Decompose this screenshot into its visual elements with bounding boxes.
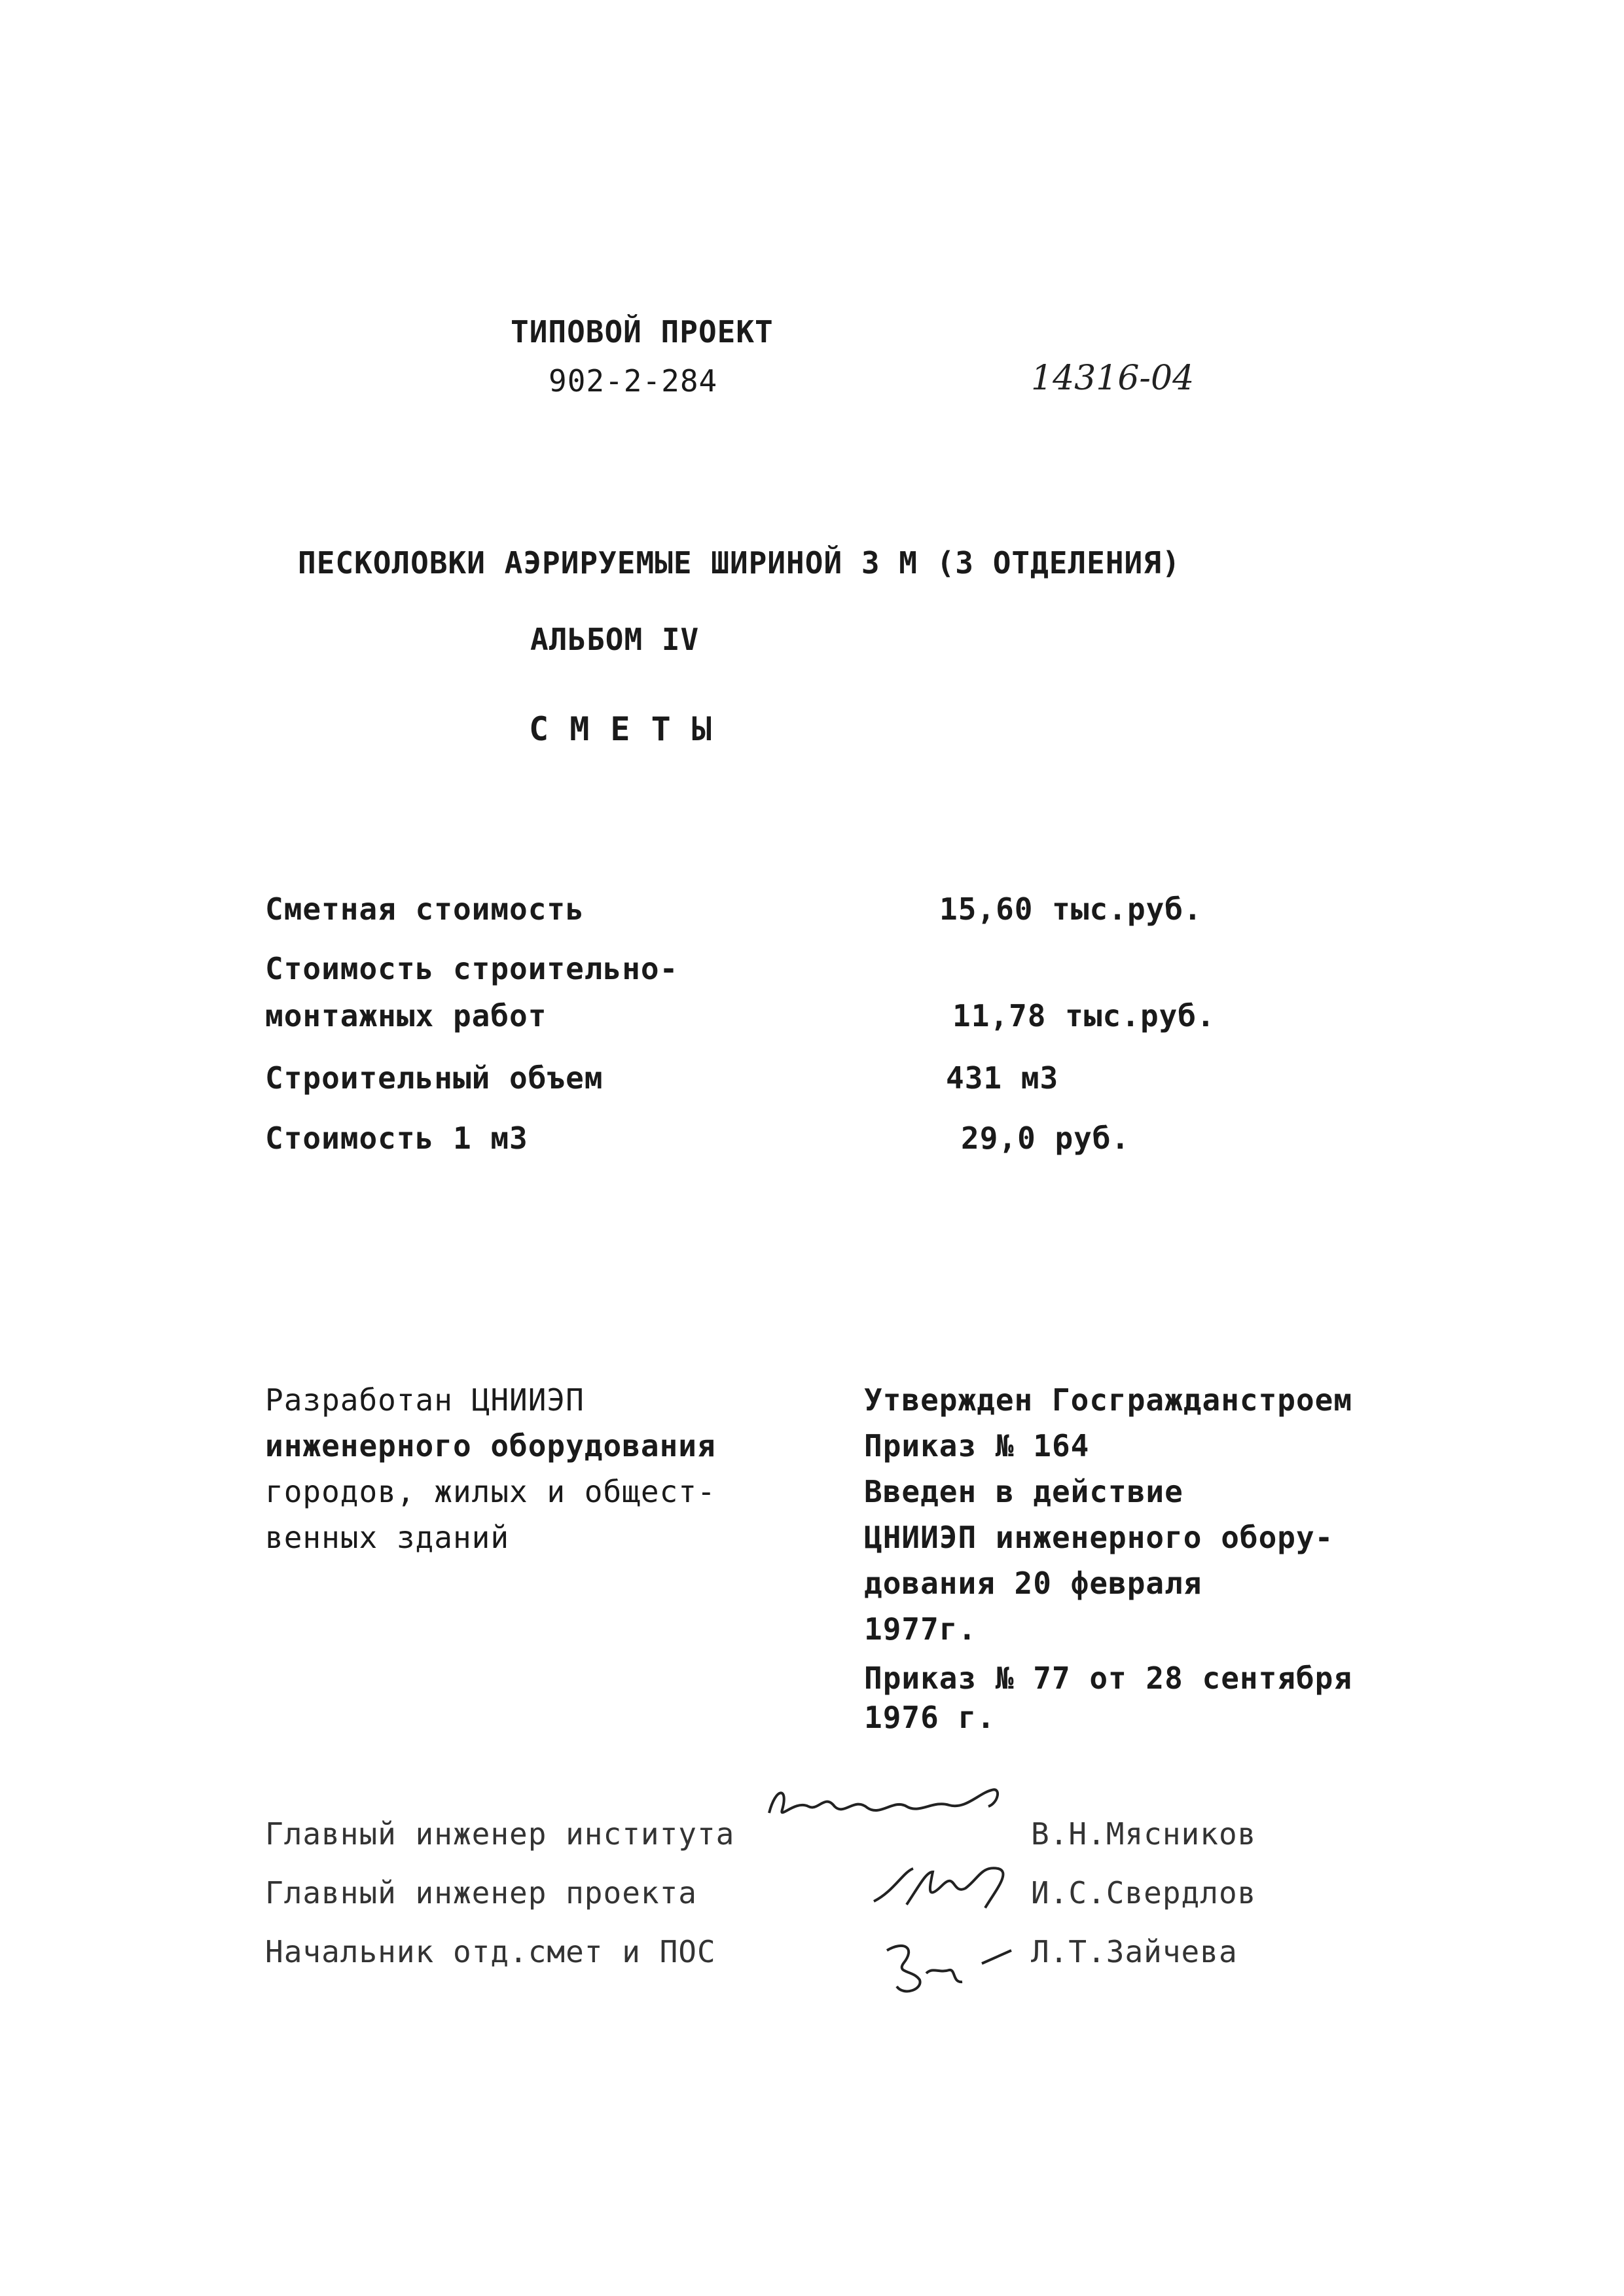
handwritten-signature <box>763 1774 1038 1833</box>
inventory-number: 14316-04 <box>1031 359 1195 398</box>
indicator-value: 29,0 руб. <box>961 1121 1130 1156</box>
signatory-position: Главный инженер проекта <box>265 1875 697 1910</box>
indicator-value: 11,78 тыс.руб. <box>952 998 1216 1033</box>
approval-line: Утвержден Госгражданстроем <box>864 1382 1353 1418</box>
signatory-name: В.Н.Мясников <box>1031 1816 1257 1852</box>
indicator-label: Сметная стоимость <box>265 891 585 927</box>
document-title: ПЕСКОЛОВКИ АЭРИРУЕМЫЕ ШИРИНОЙ 3 М (3 ОТДЕЛЕНИЯ) <box>298 545 1181 581</box>
developer-line: инженерного оборудования <box>265 1428 716 1463</box>
handwritten-signature <box>877 1924 1028 2003</box>
indicator-label: Строительный объем <box>265 1060 604 1096</box>
signatory-name: Л.Т.Зайчева <box>1031 1934 1238 1969</box>
signatory-position: Начальник отд.смет и ПОС <box>265 1934 716 1969</box>
section-title: С М Е Т Ы <box>529 710 712 748</box>
project-type: ТИПОВОЙ ПРОЕКТ <box>511 314 774 350</box>
approval-line: ЦНИИЭП инженерного обору- <box>864 1520 1334 1555</box>
developer-line: городов, жилых и общест- <box>265 1474 716 1509</box>
project-number: 902-2-284 <box>549 363 718 399</box>
album-title: АЛЬБОМ IV <box>530 622 700 657</box>
indicator-label: монтажных работ <box>265 998 547 1033</box>
indicator-value: 431 м3 <box>946 1060 1059 1096</box>
approval-line: Приказ № 77 от 28 сентября <box>864 1660 1353 1696</box>
developer-line: венных зданий <box>265 1520 510 1555</box>
indicator-label: Стоимость 1 м3 <box>265 1121 528 1156</box>
signatory-name: И.С.Свердлов <box>1031 1875 1257 1910</box>
approval-line: дования 20 февраля <box>864 1566 1202 1601</box>
approval-line: 1977г. <box>864 1611 977 1647</box>
approval-line: Приказ № 164 <box>864 1428 1090 1463</box>
approval-line: Введен в действие <box>864 1474 1183 1509</box>
indicator-value: 15,60 тыс.руб. <box>939 891 1202 927</box>
signatory-position: Главный инженер института <box>265 1816 735 1852</box>
developer-line: Разработан ЦНИИЭП <box>265 1382 585 1418</box>
handwritten-signature <box>867 1859 1024 1918</box>
approval-line: 1976 г. <box>864 1700 996 1735</box>
indicator-label: Стоимость строительно- <box>265 951 679 986</box>
